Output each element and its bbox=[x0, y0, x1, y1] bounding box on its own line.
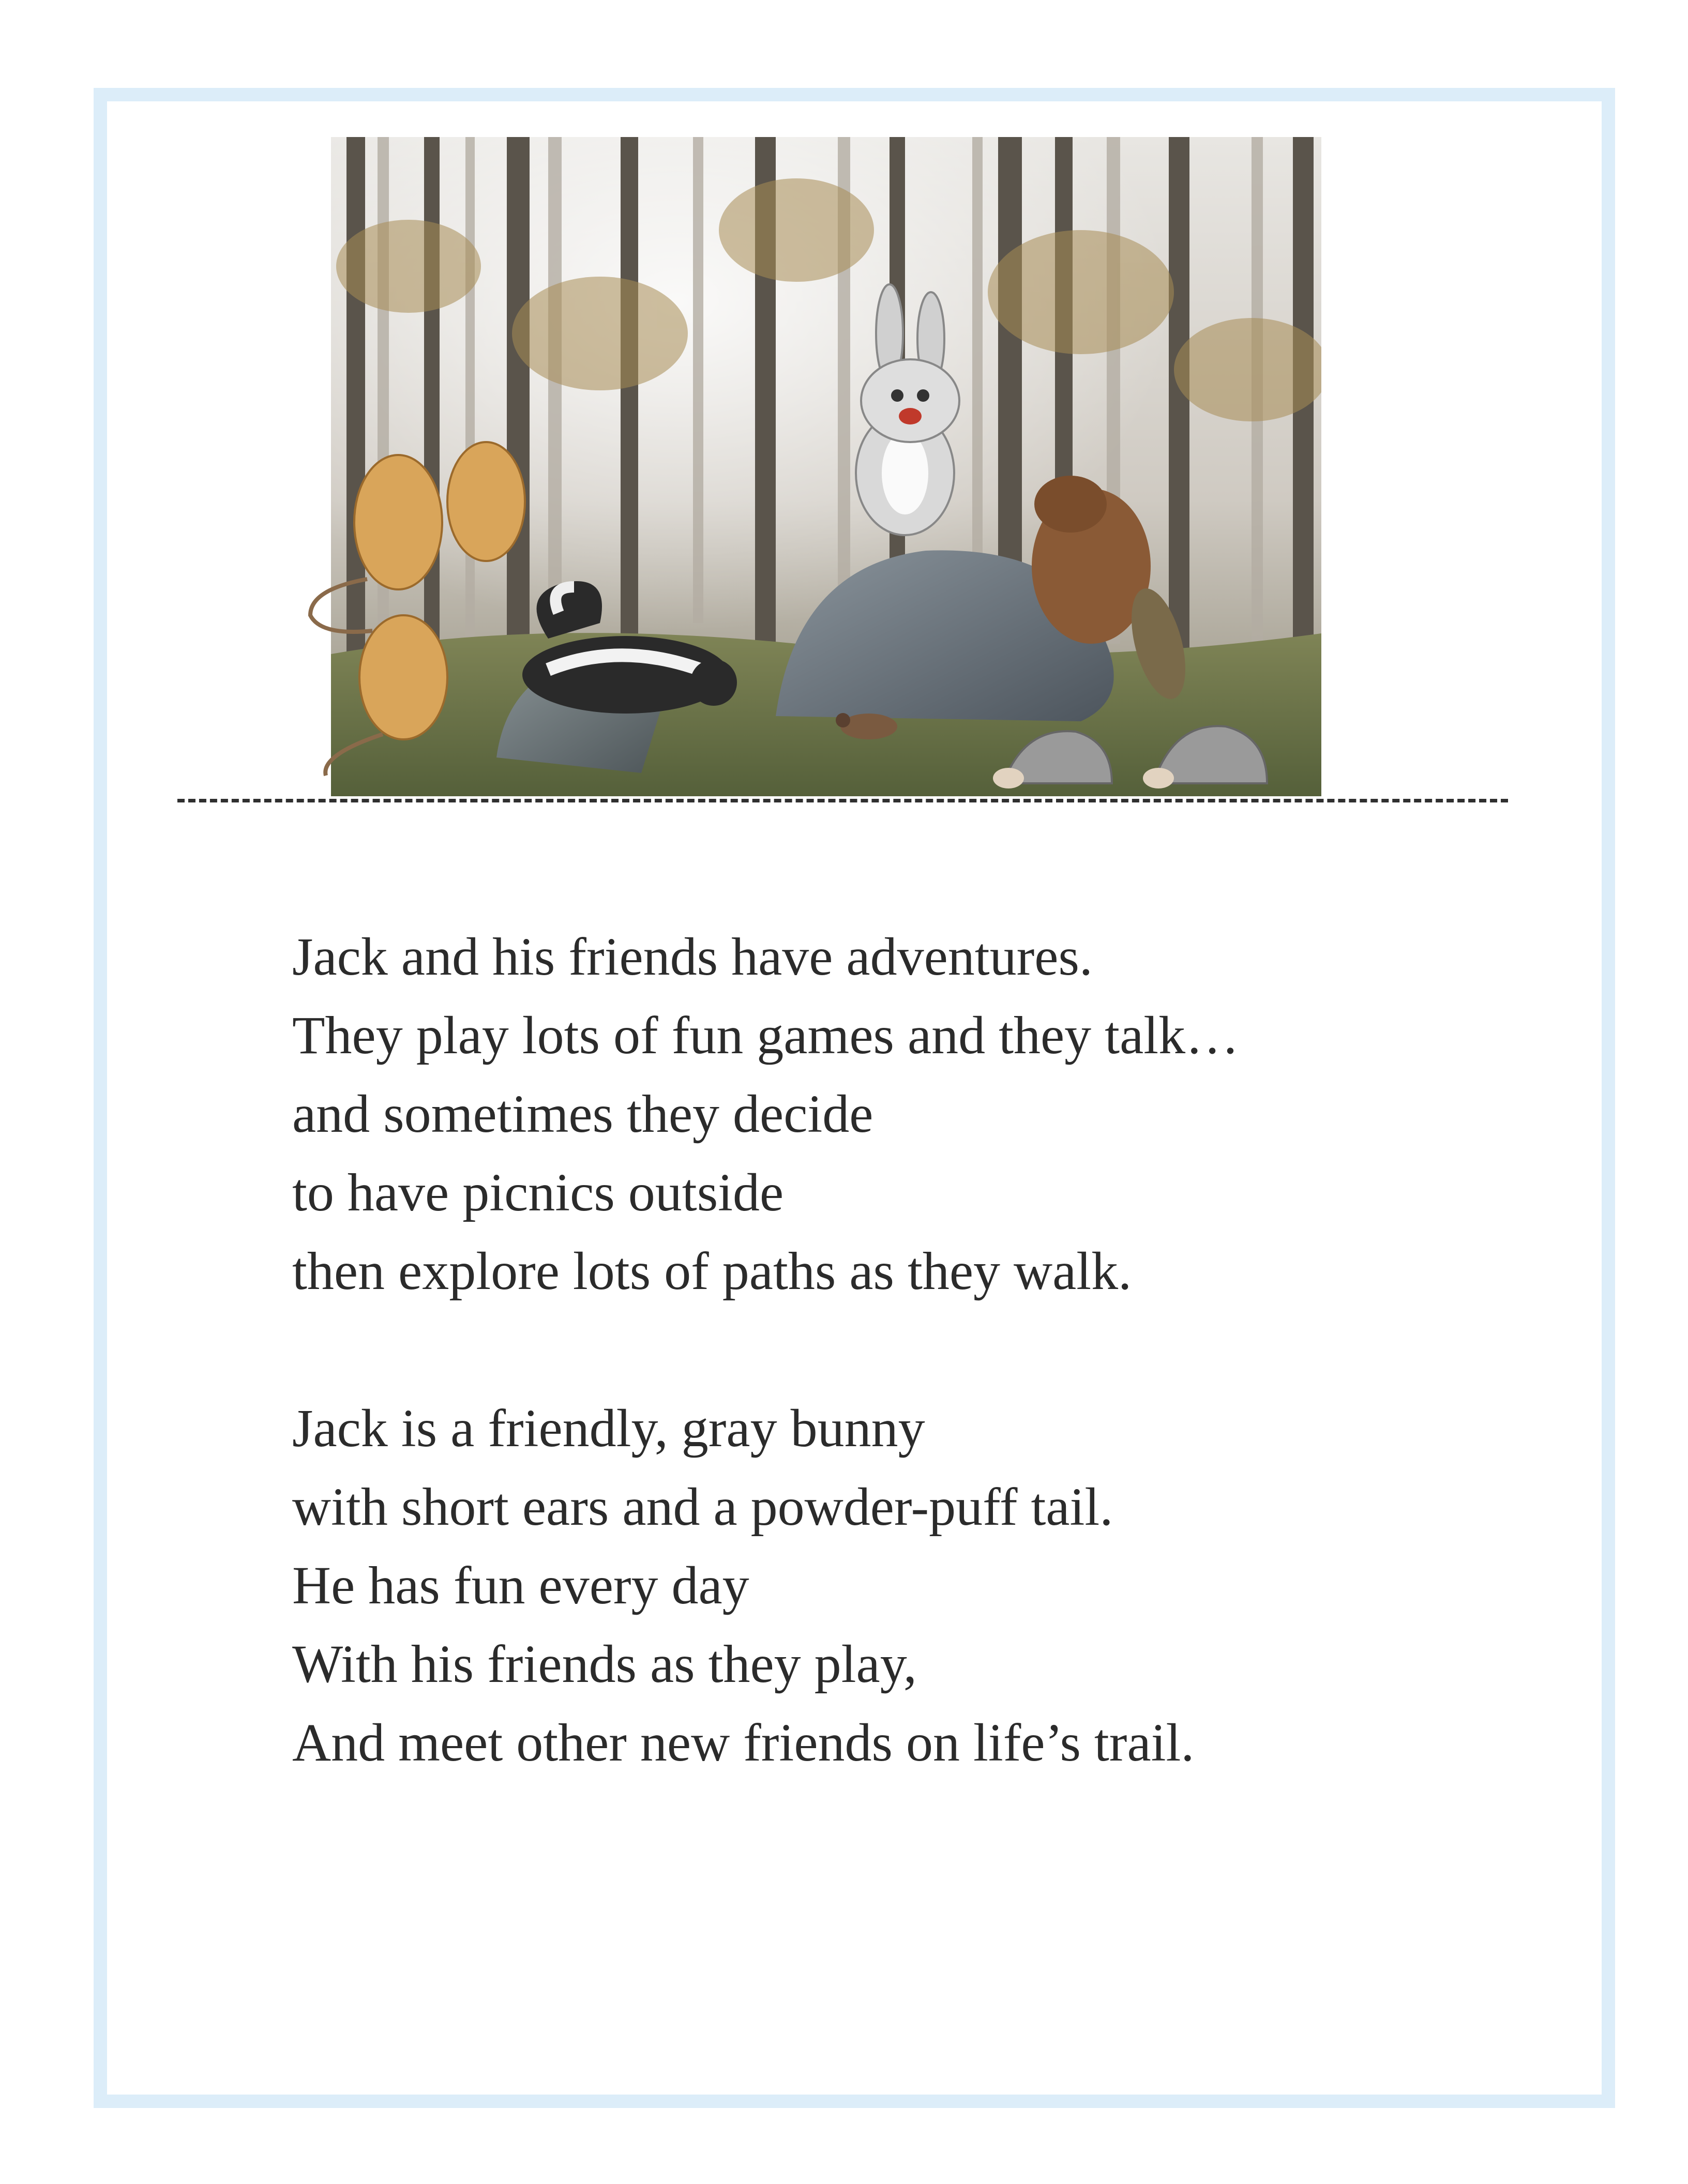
stanza-2 bbox=[292, 1389, 1533, 1782]
poem-line: He has fun every day bbox=[292, 1556, 749, 1615]
poem-line: They play lots of fun games and they talk… bbox=[292, 1006, 1240, 1065]
poem-text bbox=[292, 918, 1533, 1861]
section-divider bbox=[177, 799, 1508, 802]
mice-illustration bbox=[290, 445, 507, 781]
poem-line: to have picnics outside bbox=[292, 1163, 784, 1222]
poem-line: Jack is a friendly, gray bunny bbox=[292, 1399, 925, 1458]
poem-line: With his friends as they play, bbox=[292, 1634, 917, 1694]
poem-line: then explore lots of paths as they walk. bbox=[292, 1241, 1132, 1301]
poem-line: and sometimes they decide bbox=[292, 1084, 873, 1144]
poem-line: And meet other new friends on life’s trail. bbox=[292, 1713, 1195, 1772]
poem-line: Jack and his friends have adventures. bbox=[292, 927, 1093, 987]
stanza-1 bbox=[292, 918, 1533, 1311]
poem-line: with short ears and a powder-puff tail. bbox=[292, 1477, 1113, 1537]
